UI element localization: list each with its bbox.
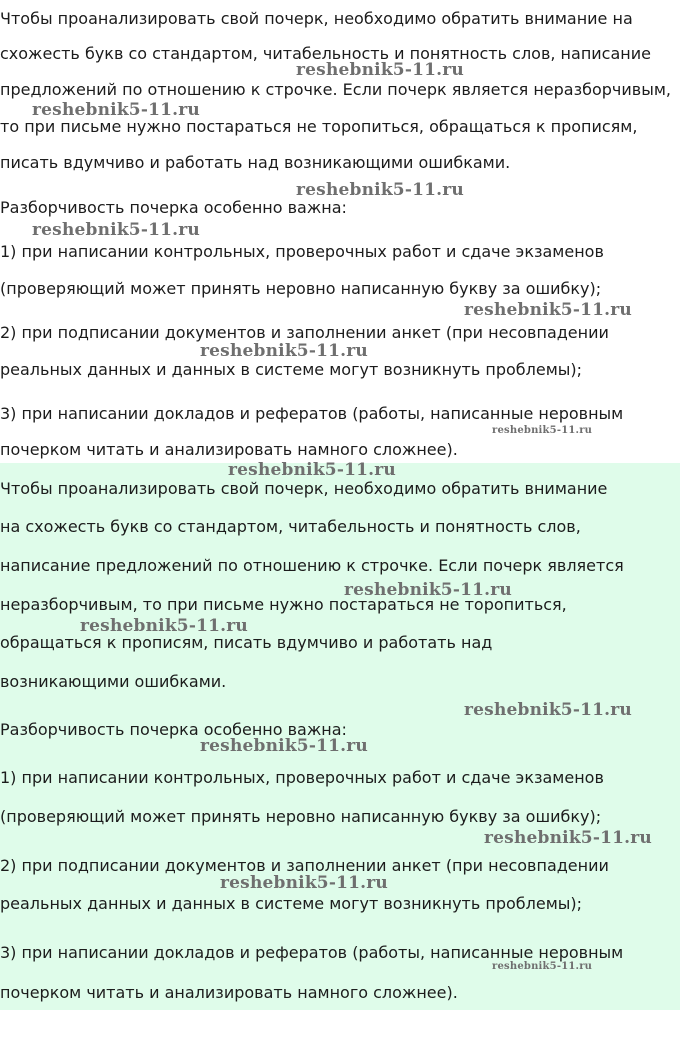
text-line: 3) при написании докладов и рефератов (работы, написанные неровным: [0, 404, 624, 423]
watermark: reshebnik5-11.ru: [32, 220, 200, 240]
watermark: reshebnik5-11.ru: [296, 180, 464, 200]
watermark: reshebnik5-11.ru: [344, 580, 512, 600]
watermark: reshebnik5-11.ru: [32, 100, 200, 120]
text-line: 1) при написании контрольных, проверочных работ и сдаче экзаменов: [0, 242, 604, 261]
text-line: 1) при написании контрольных, проверочных работ и сдаче экзаменов: [0, 768, 604, 787]
text-line: 2) при подписании документов и заполнении анкет (при несовпадении: [0, 323, 609, 342]
watermark: reshebnik5-11.ru: [464, 300, 632, 320]
text-line: возникающими ошибками.: [0, 672, 227, 691]
watermark: reshebnik5-11.ru: [80, 616, 248, 636]
text-line: Чтобы проанализировать свой почерк, необходимо обратить внимание на: [0, 9, 633, 28]
text-line: то при письме нужно постараться не торопиться, обращаться к прописям,: [0, 117, 638, 136]
text-line: 3) при написании докладов и рефератов (работы, написанные неровным: [0, 943, 624, 962]
text-line: на схожесть букв со стандартом, читабельность и понятность слов,: [0, 517, 581, 536]
text-line: реальных данных и данных в системе могут возникнуть проблемы);: [0, 360, 583, 379]
text-line: Разборчивость почерка особенно важна:: [0, 720, 347, 739]
watermark: reshebnik5-11.ru: [464, 700, 632, 720]
watermark: reshebnik5-11.ru: [200, 341, 368, 361]
watermark: reshebnik5-11.ru: [220, 873, 388, 893]
watermark: reshebnik5-11.ru: [484, 828, 652, 848]
text-line: написание предложений по отношению к строчке. Если почерк является: [0, 556, 624, 575]
watermark: reshebnik5-11.ru: [492, 425, 593, 436]
watermark: reshebnik5-11.ru: [492, 961, 593, 972]
text-line: почерком читать и анализировать намного сложнее).: [0, 440, 458, 459]
text-line: (проверяющий может принять неровно написанную букву за ошибку);: [0, 807, 602, 826]
text-line: (проверяющий может принять неровно написанную букву за ошибку);: [0, 279, 602, 298]
text-line: предложений по отношению к строчке. Если почерк является неразборчивым,: [0, 80, 671, 99]
text-line: писать вдумчиво и работать над возникающими ошибками.: [0, 153, 511, 172]
watermark: reshebnik5-11.ru: [228, 460, 396, 480]
text-line: Чтобы проанализировать свой почерк, необходимо обратить внимание: [0, 479, 608, 498]
text-line: неразборчивым, то при письме нужно постараться не торопиться,: [0, 595, 567, 614]
text-line: обращаться к прописям, писать вдумчиво и работать над: [0, 633, 493, 652]
watermark: reshebnik5-11.ru: [296, 60, 464, 80]
text-line: почерком читать и анализировать намного сложнее).: [0, 983, 458, 1002]
text-line: Разборчивость почерка особенно важна:: [0, 198, 347, 217]
text-line: схожесть букв со стандартом, читабельность и понятность слов, написание: [0, 44, 651, 63]
text-line: реальных данных и данных в системе могут возникнуть проблемы);: [0, 894, 583, 913]
watermark: reshebnik5-11.ru: [200, 736, 368, 756]
text-line: 2) при подписании документов и заполнении анкет (при несовпадении: [0, 856, 609, 875]
